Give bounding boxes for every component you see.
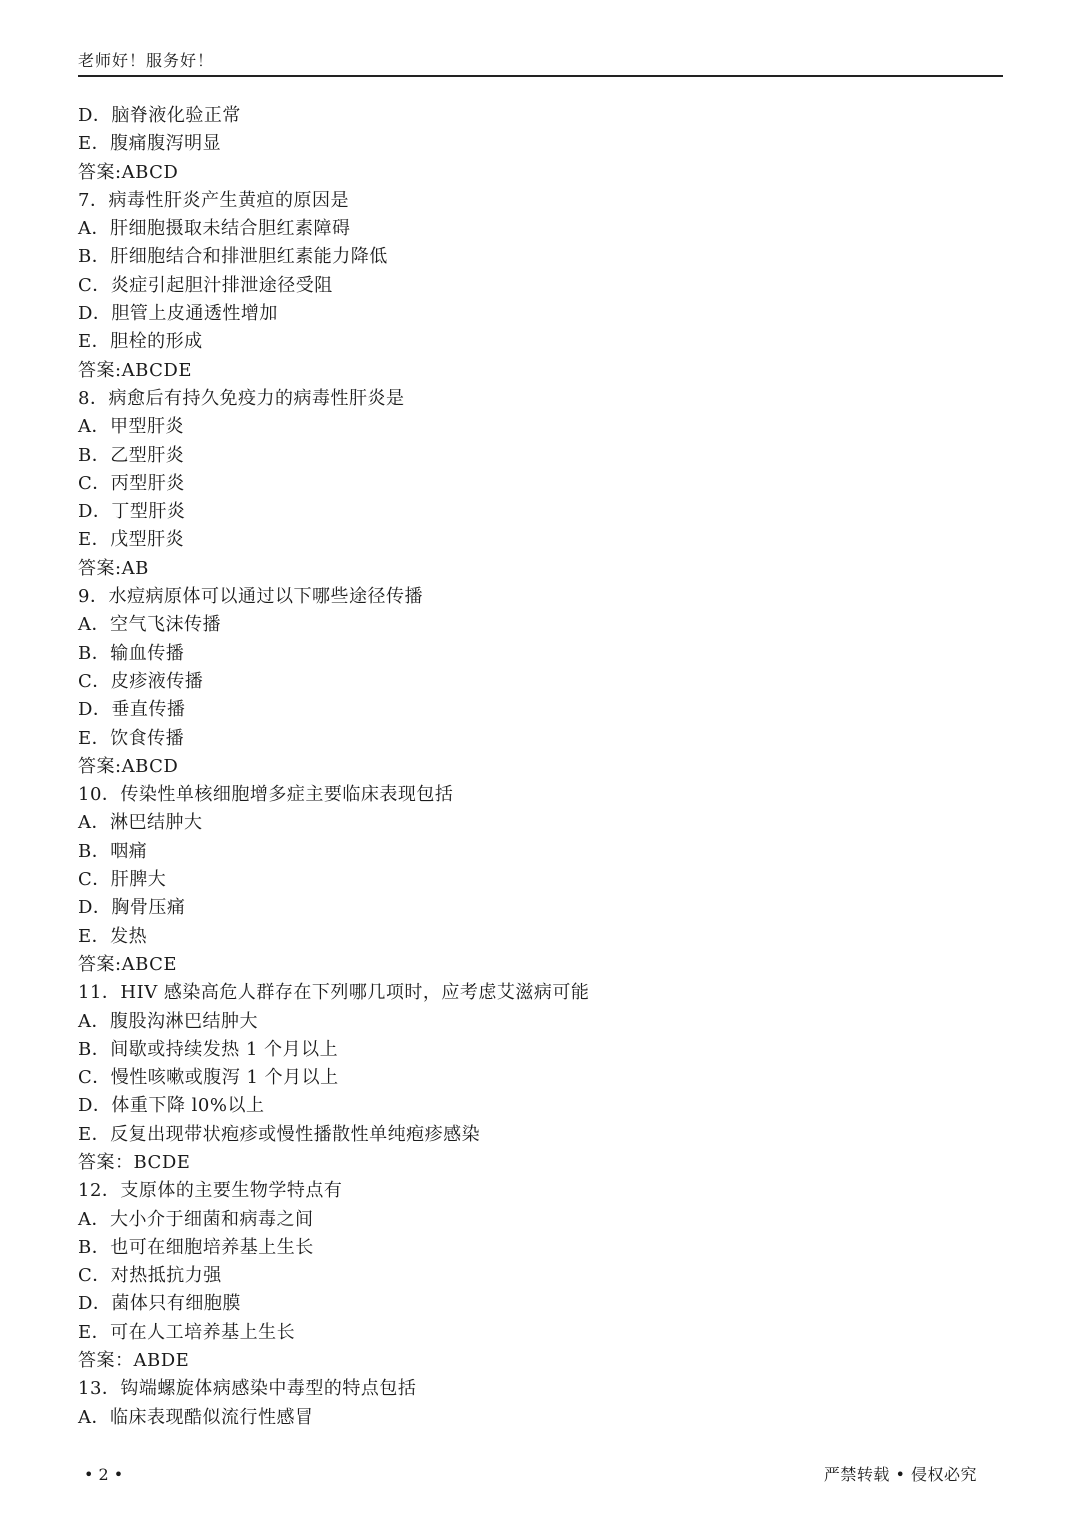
answer-line: 答案：BCDE [78,1151,191,1173]
option-line: D．体重下降 l0%以上 [78,1095,265,1117]
option-line: B．咽痛 [78,840,148,862]
option-line: C．肝脾大 [78,869,167,891]
option-line: E．反复出现带状疱疹或慢性播散性单纯疱疹感染 [78,1123,481,1145]
option-line: A．空气飞沫传播 [78,614,221,636]
option-line: A．肝细胞摄取未结合胆红素障碍 [78,218,351,240]
answer-line: 答案:ABCE [78,953,178,975]
question-line: 11．HIV 感染高危人群存在下列哪几项时，应考虑艾滋病可能 [78,982,590,1004]
option-line: E．可在人工培养基上生长 [78,1321,296,1343]
answer-line: 答案:AB [78,557,149,579]
answer-line: 答案：ABDE [78,1350,190,1372]
page-header [78,50,1003,77]
option-line: D．丁型肝炎 [78,501,186,523]
option-line: C．炎症引起胆汁排泄途径受阻 [78,274,333,296]
question-line: 13．钩端螺旋体病感染中毒型的特点包括 [78,1378,417,1400]
answer-line: 答案:ABCDE [78,359,192,381]
option-line: A．甲型肝炎 [78,416,184,438]
option-line: E．饮食传播 [78,727,185,749]
option-line: E．戊型肝炎 [78,529,185,551]
option-line: A．腹股沟淋巴结肿大 [78,1010,258,1032]
option-line: E．胆栓的形成 [78,331,203,353]
copyright-notice: 严禁转载 • 侵权必究 [823,1465,977,1484]
option-line: B．肝细胞结合和排泄胆红素能力降低 [78,246,388,268]
option-line: D．胸骨压痛 [78,897,186,919]
answer-line: 答案:ABCD [78,161,179,183]
answer-line: 答案:ABCD [78,755,179,777]
question-line: 9．水痘病原体可以通过以下哪些途径传播 [78,586,423,608]
question-line: 10．传染性单核细胞增多症主要临床表现包括 [78,784,454,806]
text-line: D．脑脊液化验正常 [78,105,241,126]
option-line: C．皮疹液传播 [78,670,204,692]
option-line: B．输血传播 [78,642,185,664]
option-line: D．胆管上皮通透性增加 [78,303,278,325]
question-content [78,102,1003,1432]
option-line: C．丙型肝炎 [78,472,185,494]
question-line: 12．支原体的主要生物学特点有 [78,1180,343,1202]
question-line: 8．病愈后有持久免疫力的病毒性肝炎是 [78,387,405,409]
option-line: B．乙型肝炎 [78,444,185,466]
page-number: • 2 • [84,1465,124,1484]
option-line: E．发热 [78,925,148,947]
option-line: B．也可在细胞培养基上生长 [78,1236,314,1258]
header-title: 老师好！服务好！ [78,51,215,70]
option-line: B．间歇或持续发热 1 个月以上 [78,1038,339,1060]
option-line: A．大小介于细菌和病毒之间 [78,1208,314,1230]
option-line: D．菌体只有细胞膜 [78,1293,241,1315]
option-line: C．慢性咳嗽或腹泻 1 个月以上 [78,1067,339,1089]
question-line: 7．病毒性肝炎产生黄疸的原因是 [78,189,349,211]
option-line: A．淋巴结肿大 [78,812,203,834]
option-line: C．对热抵抗力强 [78,1265,222,1287]
option-line: A．临床表现酷似流行性感冒 [78,1406,314,1428]
text-line: E．腹痛腹泻明显 [78,133,222,155]
option-line: D．垂直传播 [78,699,186,721]
